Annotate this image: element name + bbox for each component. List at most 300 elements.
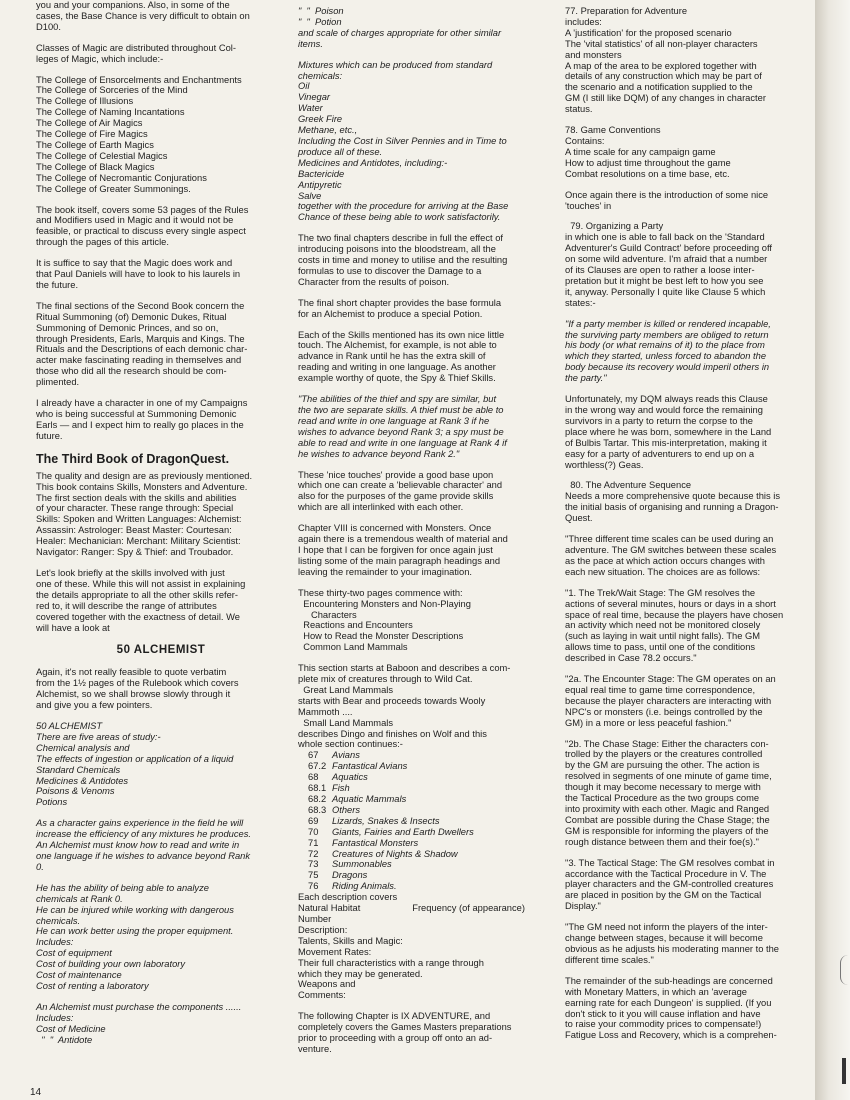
text-line: The College of Illusions bbox=[36, 96, 134, 107]
text-line: D100. bbox=[36, 21, 61, 32]
text-block bbox=[36, 75, 286, 195]
text-line: status. bbox=[565, 104, 593, 115]
text-line: accordance with the Tactical Procedure in V. The bbox=[565, 868, 767, 879]
text-block bbox=[565, 480, 815, 524]
text-line: and monsters bbox=[565, 49, 622, 60]
text-line: the Tactical Procedure as the two groups come bbox=[565, 793, 760, 804]
text-line: A time scale for any campaign game bbox=[565, 146, 716, 157]
text-line: Cost of maintenance bbox=[36, 970, 122, 981]
text-line: The College of Earth Magics bbox=[36, 139, 154, 150]
text-line: The two final chapters describe in full the effect of bbox=[298, 233, 503, 244]
text-line: with Monetary Matters, in which an 'average bbox=[565, 986, 747, 997]
text-line: through the pages of this article. bbox=[36, 237, 169, 248]
text-line: covered together with the exactness of detail. We bbox=[36, 611, 240, 622]
text-line: 76 Riding Animals. bbox=[308, 881, 397, 892]
text-block bbox=[36, 205, 286, 249]
text-block bbox=[565, 976, 815, 1041]
text-line: Bactericide bbox=[298, 168, 345, 179]
text-line: 68.2 Aquatic Mammals bbox=[308, 794, 407, 804]
text-block bbox=[298, 523, 552, 578]
text-line: in which one is able to fall back on the 'Standard bbox=[565, 232, 765, 243]
text-line: leges of Magic, which include:- bbox=[36, 53, 164, 64]
text-line: red to, it will describe the range of attributes bbox=[36, 600, 217, 611]
text-line: which they may be generated. bbox=[298, 968, 423, 979]
text-line: Methane, etc., bbox=[298, 125, 358, 136]
text-line: 'touches' in bbox=[565, 200, 612, 211]
text-line: completely covers the Games Masters preparations bbox=[298, 1022, 512, 1033]
text-line: He can be injured while working with dangerous bbox=[36, 904, 234, 915]
text-line: easy for a party of adventurers to end up on a bbox=[565, 448, 755, 459]
text-line: because the player characters are interacting with bbox=[565, 695, 772, 706]
text-block bbox=[298, 60, 552, 224]
text-line: example worthy of quote, the Spy & Thief Skills. bbox=[298, 373, 496, 384]
text-line: the scenario and a notification supplied to the bbox=[565, 82, 753, 93]
text-line: one language if he wishes to advance beyond Rank bbox=[36, 851, 251, 861]
text-line: future. bbox=[36, 430, 63, 441]
text-line: which they started, unless forced to abandon the bbox=[565, 351, 767, 362]
text-line: together with the procedure for arriving at the Base bbox=[298, 201, 509, 212]
text-line: 50 ALCHEMIST bbox=[36, 721, 103, 732]
text-line: and give you a few pointers. bbox=[36, 700, 153, 711]
text-line: " " Poison bbox=[298, 6, 344, 16]
text-line: Each description covers bbox=[298, 892, 398, 903]
text-block bbox=[298, 298, 552, 320]
text-line: Ritual Summoning (of) Demonic Dukes, Ritual bbox=[36, 311, 227, 322]
text-line: "2a. The Encounter Stage: The GM operates on an bbox=[565, 674, 776, 685]
text-line: acter make fascinating reading in themselves and bbox=[36, 355, 242, 366]
text-line: which are all interlinked with each other. bbox=[298, 502, 464, 513]
text-line: the initial basis of organising and running a Dragon- bbox=[565, 502, 779, 513]
text-line: an activity which need not be monitored closely bbox=[565, 620, 761, 631]
text-line: you and your companions. Also, in some of the bbox=[36, 0, 230, 10]
text-block bbox=[36, 643, 286, 657]
text-line: Weapons and bbox=[298, 979, 356, 990]
text-line: on some wild adventure. I'm afraid that a number bbox=[565, 254, 768, 265]
text-line: survivors in a party to return the corpse to the bbox=[565, 415, 754, 426]
text-line: touch. The Alchemist, for example, is not able to bbox=[298, 340, 497, 351]
text-line: those who did all the research should be com- bbox=[36, 366, 227, 377]
text-line: Summoning of Demonic Princes, and so on, bbox=[36, 322, 219, 333]
text-line: advance in Rank until he has the extra skill of bbox=[298, 351, 486, 362]
text-line: Great Land Mammals bbox=[298, 684, 394, 695]
text-line: "The GM need not inform the players of the inter- bbox=[565, 922, 768, 933]
text-line: described in Case 78.2 occurs." bbox=[565, 653, 697, 664]
text-line: Needs a more comprehensive quote because this is bbox=[565, 491, 781, 502]
text-line: 72 Creatures of Nights & Shadow bbox=[308, 848, 458, 859]
text-line: which one can create a 'believable character' and bbox=[298, 480, 503, 491]
text-line: Cost of Medicine bbox=[36, 1023, 106, 1034]
text-line: 69 Lizards, Snakes & Insects bbox=[308, 815, 440, 826]
text-line: starts with Bear and proceeds towards Wooly bbox=[298, 695, 486, 706]
text-line: Movement Rates: bbox=[298, 946, 372, 957]
text-line: rough distance between them and their foe(s)." bbox=[565, 836, 759, 847]
text-line: earning rate for each Dungeon' is supplied. (If you bbox=[565, 997, 772, 1008]
text-line: 75 Dragons bbox=[308, 870, 368, 881]
text-line: are placed in position by the GM on the Tactical bbox=[565, 890, 762, 901]
text-line: 73 Summonables bbox=[308, 859, 392, 870]
text-line: Including the Cost in Silver Pennies and in Time to bbox=[298, 135, 507, 146]
text-line: pretation but it might be best left to how you see bbox=[565, 275, 764, 286]
text-block bbox=[565, 922, 815, 966]
text-line: The final short chapter provides the base formula bbox=[298, 297, 502, 308]
text-block bbox=[565, 534, 815, 578]
text-block bbox=[36, 452, 286, 467]
text-line: 0. bbox=[36, 861, 44, 872]
text-line: formulas to use to discover the Damage to a bbox=[298, 265, 482, 276]
text-line: chemicals. bbox=[36, 915, 81, 926]
text-line: Comments: bbox=[298, 990, 346, 1001]
text-line: Natural Habitat Frequency (of appearance) bbox=[298, 903, 525, 914]
text-line: change between stages, because it will become bbox=[565, 933, 763, 944]
text-line: though it may become necessary to merge with bbox=[565, 782, 761, 793]
text-line: one of these. While this will not assist in explaining bbox=[36, 578, 246, 589]
text-line: He has the ability of being able to analyze bbox=[36, 882, 209, 893]
text-line: introducing poisons into the bloodstream, all the bbox=[298, 244, 496, 255]
text-line: Fatigue Loss and Recovery, which is a comprehen- bbox=[565, 1030, 777, 1041]
text-line: Vinegar bbox=[298, 92, 331, 103]
text-line: 78. Game Conventions bbox=[565, 125, 661, 136]
text-line: The following Chapter is IX ADVENTURE, and bbox=[298, 1011, 491, 1022]
text-line: from the 1½ pages of the Rulebook which covers bbox=[36, 678, 239, 689]
page-number: 14 bbox=[30, 1087, 42, 1098]
text-line: Navigator: Ranger: Spy & Thief: and Troubador. bbox=[36, 547, 234, 558]
text-line: Rituals and the Descriptions of each demonic char- bbox=[36, 344, 248, 355]
text-line: Poisons & Venoms bbox=[36, 786, 115, 797]
text-line: 68.3 Others bbox=[308, 804, 361, 815]
text-line: 79. Organizing a Party bbox=[565, 221, 664, 232]
text-line: "If a party member is killed or rendered incapable, bbox=[565, 318, 771, 329]
text-line: costs in time and money to utilise and the resulting bbox=[298, 255, 508, 266]
text-line: I hope that I can be forgiven for once again just bbox=[298, 544, 493, 555]
text-line: Reactions and Encounters bbox=[298, 620, 413, 631]
text-line: (such as laying in wait until night falls). The GM bbox=[565, 631, 761, 642]
text-line: "1. The Trek/Wait Stage: The GM resolves the bbox=[565, 587, 756, 598]
text-line: Unfortunately, my DQM always reads this Clause bbox=[565, 394, 768, 405]
text-line: and Modifiers used in Magic and it would not be bbox=[36, 215, 234, 226]
text-block bbox=[36, 471, 286, 558]
text-line: These 'nice touches' provide a good base upon bbox=[298, 469, 494, 480]
text-line: player characters and the GM-controlled creatures bbox=[565, 879, 774, 890]
text-line: Quest. bbox=[565, 513, 593, 524]
text-line: plete mix of creatures through to Wild Cat. bbox=[298, 674, 473, 685]
text-line: states:- bbox=[565, 297, 596, 308]
text-block bbox=[565, 674, 815, 729]
text-line: NPC's or monsters (i.e. beings controlled by the bbox=[565, 706, 763, 717]
text-block bbox=[565, 739, 815, 848]
text-line: Chemical analysis and bbox=[36, 742, 130, 753]
text-line: "Three different time scales can be used during an bbox=[565, 534, 774, 545]
text-line: Common Land Mammals bbox=[298, 642, 408, 653]
text-line: " " Antidote bbox=[36, 1034, 93, 1045]
text-line: describes Dingo and finishes on Wolf and this bbox=[298, 728, 487, 739]
text-line: resolved in segments of one minute of game time, bbox=[565, 771, 772, 782]
text-line: his body (or what remains of it) to the place from bbox=[565, 340, 765, 351]
text-line: " " Potion bbox=[298, 16, 342, 27]
text-block bbox=[36, 0, 286, 33]
text-line: Adventurer's Guild Contract' before proceeding off bbox=[565, 243, 772, 254]
text-line: Healer: Mechanician: Merchant: Military Scientist: bbox=[36, 536, 241, 547]
text-line: 67.2 Fantastical Avians bbox=[308, 761, 408, 772]
text-line: chemicals: bbox=[298, 70, 343, 81]
text-line: read and write in one language at Rank 3 if he bbox=[298, 415, 490, 426]
text-line: venture. bbox=[298, 1043, 332, 1054]
text-block bbox=[298, 892, 552, 1001]
text-line: Combat resolutions on a time base, etc. bbox=[565, 168, 730, 179]
text-block bbox=[565, 588, 815, 664]
text-line: adventure. The GM switches between these scales bbox=[565, 544, 777, 555]
text-line: The final sections of the Second Book concern the bbox=[36, 300, 245, 311]
text-line: Greek Fire bbox=[298, 114, 343, 125]
text-line: How to Read the Monster Descriptions bbox=[298, 631, 464, 642]
text-block bbox=[36, 818, 286, 873]
text-line: chemicals at Rank 0. bbox=[36, 893, 123, 904]
text-line: The College of Sorceries of the Mind bbox=[36, 85, 188, 96]
text-block bbox=[36, 258, 286, 291]
text-line: Mammoth .... bbox=[298, 706, 353, 717]
text-line: The College of Ensorcelments and Enchantments bbox=[36, 74, 242, 85]
text-line: Characters bbox=[298, 609, 357, 620]
page-edge-shadow bbox=[815, 0, 850, 1100]
text-line: 50 ALCHEMIST bbox=[116, 644, 206, 657]
text-line: Once again there is the introduction of some nice bbox=[565, 189, 769, 200]
text-line: Display." bbox=[565, 901, 601, 912]
text-line: again there is a tremendous wealth of material and bbox=[298, 534, 508, 545]
text-line: details of any construction which may be part of bbox=[565, 71, 762, 82]
text-line: Mixtures which can be produced from standard bbox=[298, 59, 493, 70]
text-line: Cost of equipment bbox=[36, 948, 112, 959]
text-block bbox=[36, 398, 286, 442]
text-line: includes: bbox=[565, 16, 602, 27]
text-line: The Third Book of DragonQuest. bbox=[36, 451, 230, 466]
text-line: Description: bbox=[298, 924, 348, 935]
text-line: feasible, or practical to discuss every single aspect bbox=[36, 226, 246, 237]
text-line: Chapter VIII is concerned with Monsters. Once bbox=[298, 523, 492, 534]
text-line: allows time to pass, until one of the conditions bbox=[565, 642, 756, 653]
text-line: 67 Avians bbox=[308, 750, 360, 761]
text-line: different time scales." bbox=[565, 954, 654, 965]
text-line: also for the purposes of the game provide skills bbox=[298, 491, 494, 502]
text-block bbox=[36, 301, 286, 388]
text-line: This book contains Skills, Monsters and Adventure. bbox=[36, 481, 248, 492]
text-line: actions of several minutes, hours or days in a short bbox=[565, 598, 776, 609]
text-line: Includes: bbox=[36, 1012, 74, 1023]
text-line: GM (I still like DQM) of any changes in character bbox=[565, 93, 766, 104]
text-block bbox=[565, 221, 815, 308]
text-line: These thirty-two pages commence with: bbox=[298, 587, 463, 598]
text-block bbox=[298, 663, 552, 750]
text-line: that Paul Daniels will have to look to his laurels in bbox=[36, 269, 241, 280]
text-block bbox=[565, 319, 815, 384]
text-line: as the pace at which action occurs changes with bbox=[565, 555, 765, 566]
text-line: he wishes to advance beyond Rank 2." bbox=[298, 448, 460, 459]
text-line: body because its recovery would imperil others in bbox=[565, 362, 770, 373]
text-line: "3. The Tactical Stage: The GM resolves combat in bbox=[565, 857, 775, 868]
text-line: Let's look briefly at the skills involved with just bbox=[36, 567, 225, 578]
text-line: GM) in a more or less peaceful fashion." bbox=[565, 717, 732, 728]
text-line: of Bulbis Tartar. This mis-interpretation, making it bbox=[565, 437, 767, 448]
text-block bbox=[298, 1011, 552, 1055]
text-line: The 'vital statistics' of all non-player characters bbox=[565, 38, 758, 49]
text-line: How to adjust time throughout the game bbox=[565, 157, 731, 168]
text-line: Their full characteristics with a range through bbox=[298, 957, 484, 968]
text-line: 80. The Adventure Sequence bbox=[565, 480, 692, 491]
text-line: GM is responsible for informing the players of the bbox=[565, 825, 769, 836]
text-line: the future. bbox=[36, 279, 79, 290]
text-line: The College of Fire Magics bbox=[36, 129, 148, 140]
text-block bbox=[36, 1002, 286, 1046]
text-line: Antipyretic bbox=[298, 179, 342, 190]
text-line: cases, the Base Chance is very difficult to obtain on bbox=[36, 10, 250, 21]
text-line: A 'justification' for the proposed scenario bbox=[565, 27, 732, 38]
text-line: Number bbox=[298, 913, 332, 924]
column-middle bbox=[298, 6, 552, 1065]
text-line: increase the efficiency of any mixtures he produces. bbox=[36, 829, 252, 840]
text-line: Medicines & Antidotes bbox=[36, 775, 129, 786]
text-block bbox=[298, 394, 552, 459]
text-line: Chance of these being able to work satisfactorily. bbox=[298, 212, 501, 223]
text-line: 68 Aquatics bbox=[308, 772, 368, 783]
text-line: don't stick to it you will cause inflation and have bbox=[565, 1008, 761, 1019]
text-line: The remainder of the sub-headings are concerned bbox=[565, 975, 773, 986]
text-block bbox=[298, 470, 552, 514]
text-line: Contains: bbox=[565, 135, 605, 146]
text-line: trolled by the players or the creatures controlled bbox=[565, 749, 763, 760]
text-block bbox=[298, 233, 552, 288]
text-line: worthless(?) Geas. bbox=[565, 459, 644, 470]
text-line: place where he was born, somewhere in the Land bbox=[565, 426, 772, 437]
text-line: Small Land Mammals bbox=[298, 717, 394, 728]
text-line: into proximity with each other. Magic and Ranged bbox=[565, 804, 770, 814]
text-block bbox=[298, 750, 552, 892]
text-line: An Alchemist must purchase the components ...... bbox=[36, 1001, 242, 1012]
text-line: The College of Black Magics bbox=[36, 161, 155, 172]
column-right bbox=[565, 6, 815, 1051]
text-line: items. bbox=[298, 38, 323, 49]
column-left bbox=[36, 0, 286, 1056]
text-line: Standard Chemicals bbox=[36, 764, 121, 775]
text-line: the details appropriate to all the other skills refer- bbox=[36, 589, 239, 600]
text-line: The College of Air Magics bbox=[36, 118, 143, 129]
text-block bbox=[565, 125, 815, 180]
text-line: 77. Preparation for Adventure bbox=[565, 6, 688, 16]
text-line: A map of the area to be explored together with bbox=[565, 60, 757, 71]
text-line: 70 Giants, Fairies and Earth Dwellers bbox=[308, 826, 474, 837]
text-block bbox=[565, 190, 815, 212]
text-line: Classes of Magic are distributed throughout Col- bbox=[36, 42, 236, 53]
text-line: and scale of charges appropriate for other similar bbox=[298, 27, 502, 38]
text-line: of its Clauses are open to rather a loose inter- bbox=[565, 265, 755, 276]
text-line: Alchemist, so we shall browse slowly through it bbox=[36, 689, 231, 700]
text-line: It is suffice to say that the Magic does work and bbox=[36, 258, 233, 269]
text-line: the two are separate skills. A thief must be able to bbox=[298, 405, 504, 415]
text-block bbox=[36, 667, 286, 711]
text-line: Potions bbox=[36, 797, 68, 808]
text-line: Assassin: Astrologer: Beast Master: Courtesan: bbox=[36, 525, 232, 536]
text-block bbox=[36, 568, 286, 633]
text-line: Salve bbox=[298, 190, 322, 201]
text-line: in the wrong way and would force the remaining bbox=[565, 405, 763, 415]
text-line: whole section continues:- bbox=[298, 739, 403, 750]
text-line: Earls — and I expect him to really go places in the bbox=[36, 419, 244, 430]
text-line: Talents, Skills and Magic: bbox=[298, 935, 403, 946]
text-line: The first section deals with the skills and abilities bbox=[36, 492, 237, 503]
text-line: Includes: bbox=[36, 937, 74, 948]
text-line: The College of Necromantic Conjurations bbox=[36, 172, 207, 183]
text-block bbox=[298, 6, 552, 50]
text-line: prior to proceeding with a group off onto an ad- bbox=[298, 1033, 493, 1044]
text-line: each new situation. The choices are as follows: bbox=[565, 566, 761, 577]
text-line: The book itself, covers some 53 pages of the Rules bbox=[36, 204, 249, 215]
text-line: able to read and write in one language at Rank 4 if bbox=[298, 437, 507, 448]
text-line: Medicines and Antidotes, including:- bbox=[298, 157, 448, 168]
text-line: Cost of building your own laboratory bbox=[36, 959, 186, 970]
text-block bbox=[565, 6, 815, 115]
text-line: Character from the results of poison. bbox=[298, 276, 450, 287]
text-block bbox=[298, 588, 552, 653]
text-line: through Presidents, Earls, Marquis and Kings. The bbox=[36, 333, 245, 344]
text-line: listing some of the main paragraph headings and bbox=[298, 555, 501, 566]
text-block bbox=[36, 721, 286, 808]
text-line: An Alchemist must know how to read and write in bbox=[36, 840, 240, 851]
text-line: plimented. bbox=[36, 377, 80, 388]
text-line: As a character gains experience in the field he will bbox=[36, 818, 244, 829]
text-line: "2b. The Chase Stage: Either the characters con- bbox=[565, 738, 769, 749]
text-line: Again, it's not really feasible to quote verbatim bbox=[36, 667, 227, 678]
text-line: Skills: Spoken and Written Languages: Alchemist: bbox=[36, 514, 242, 525]
text-line: 68.1 Fish bbox=[308, 783, 350, 794]
text-line: Each of the Skills mentioned has its own nice little bbox=[298, 329, 505, 340]
text-line: He can work better using the proper equipment. bbox=[36, 926, 234, 937]
text-block bbox=[36, 883, 286, 992]
text-line: equal real time to game time correspondence, bbox=[565, 684, 756, 695]
text-line: Encountering Monsters and Non-Playing bbox=[298, 598, 471, 609]
text-line: Water bbox=[298, 103, 323, 114]
text-line: the party." bbox=[565, 373, 607, 384]
text-line: space of real time, because the players have chosen bbox=[565, 609, 784, 620]
text-line: There are five areas of study:- bbox=[36, 731, 161, 742]
text-line: produce all of these. bbox=[298, 146, 383, 157]
text-line: The College of Celestial Magics bbox=[36, 150, 168, 161]
text-line: reading and writing in one language. As another bbox=[298, 362, 496, 373]
text-block bbox=[36, 43, 286, 65]
text-line: Cost of renting a laboratory bbox=[36, 980, 149, 991]
text-line: This section starts at Baboon and describes a com- bbox=[298, 663, 511, 674]
text-line: 71 Fantastical Monsters bbox=[308, 837, 419, 848]
text-line: the surviving party members are obliged to return bbox=[565, 329, 769, 340]
text-line: The effects of ingestion or application of a liquid bbox=[36, 753, 234, 764]
text-line: will have a look at bbox=[36, 622, 110, 633]
text-line: obvious as he adjusts his moderating manner to the bbox=[565, 943, 779, 954]
text-line: Oil bbox=[298, 81, 310, 92]
text-line: Combat are possible during the Chase Stage; the bbox=[565, 814, 770, 825]
text-block bbox=[565, 394, 815, 470]
text-line: who is being successful at Summoning Demonic bbox=[36, 409, 237, 419]
text-line: The quality and design are as previously mentioned. bbox=[36, 470, 253, 481]
text-line: for an Alchemist to produce a special Potion. bbox=[298, 308, 483, 319]
text-line: of your character. These range through: Special bbox=[36, 503, 234, 514]
text-line: The College of Naming Incantations bbox=[36, 107, 185, 118]
text-line: to raise your commodity prices to compensate!) bbox=[565, 1019, 762, 1030]
text-line: by the GM are pursuing the other. The action is bbox=[565, 760, 760, 771]
text-line: I already have a character in one of my Campaigns bbox=[36, 398, 248, 409]
text-line: "The abilities of the thief and spy are similar, but bbox=[298, 394, 497, 405]
page-curl bbox=[840, 955, 850, 985]
text-block bbox=[565, 858, 815, 913]
edge-mark bbox=[842, 1058, 846, 1084]
text-line: wishes to advance beyond Rank 3; a spy must be bbox=[298, 426, 504, 437]
text-line: The College of Greater Summonings. bbox=[36, 183, 191, 194]
text-block bbox=[298, 330, 552, 385]
